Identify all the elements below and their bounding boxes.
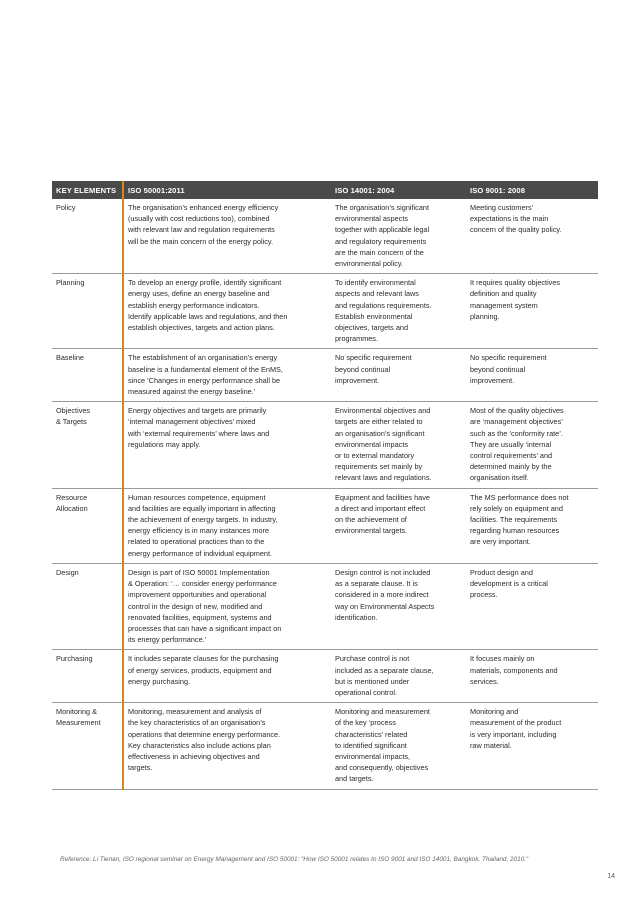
cell-line: programmes. (335, 334, 378, 344)
iso-50001-cell (123, 402, 331, 488)
cell-line: Identify applicable laws and regulations, and then (128, 311, 288, 321)
table-row (52, 199, 598, 274)
table-row (52, 488, 598, 563)
cell-line: energy efficiency is in many instances more (128, 526, 270, 536)
cell-line: identification. (335, 612, 378, 622)
cell-line: are the main concern of the (335, 247, 424, 257)
key-element-cell (52, 703, 123, 789)
cell-line: development is a critical (470, 579, 548, 589)
cell-line: and regulatory requirements (335, 236, 427, 246)
cell-line: Policy (56, 203, 76, 212)
cell-line: rely solely on equipment and (470, 503, 563, 513)
cell-line: with relevant law and regulation requirements (128, 225, 275, 235)
cell-line: Measurement (56, 718, 101, 728)
iso-50001-cell (123, 563, 331, 649)
cell-line: considered in a more indirect (335, 590, 429, 600)
cell-line: The MS performance does not (470, 492, 569, 502)
cell-line: objectives, targets and (335, 323, 409, 333)
iso-14001-cell (331, 402, 466, 488)
cell-line: process. (470, 590, 498, 600)
cell-line: ‘internal management objectives’ mixed (128, 417, 256, 427)
iso-14001-cell (331, 650, 466, 703)
cell-line: Human resources competence, equipment (128, 492, 266, 502)
header-key-elements: KEY ELEMENTS (52, 181, 123, 199)
cell-line: Most of the quality objectives (470, 406, 564, 416)
cell-line: control requirements’ and (470, 451, 553, 461)
cell-line: such as the ‘conformity rate’. (470, 428, 563, 438)
cell-line: measured against the energy baseline.’ (128, 387, 256, 397)
cell-line: a direct and important effect (335, 503, 426, 513)
iso-9001-cell (466, 563, 598, 649)
cell-line: requirements set mainly by (335, 462, 423, 472)
cell-line: effectiveness in achieving objectives and (128, 751, 260, 761)
cell-line: targets are either related to (335, 417, 423, 427)
cell-line: operational control. (335, 687, 398, 697)
cell-line: Resource (56, 492, 88, 502)
cell-line: beyond continual (470, 364, 526, 374)
cell-line: together with applicable legal (335, 225, 430, 235)
iso-14001-cell (331, 703, 466, 789)
cell-line: aspects and relevant laws (335, 289, 419, 299)
cell-line: Design is part of ISO 50001 Implementation (128, 567, 270, 577)
cell-line: as a separate clause. It is (335, 579, 418, 589)
cell-line: the key characteristics of an organisation’s (128, 718, 266, 728)
iso-14001-cell (331, 563, 466, 649)
cell-line: environmental impacts, (335, 751, 411, 761)
cell-line: energy performance of individual equipment. (128, 548, 272, 558)
cell-line: is very important, including (470, 729, 557, 739)
iso-14001-cell (331, 199, 466, 274)
iso-50001-cell (123, 650, 331, 703)
cell-line: & Targets (56, 417, 87, 427)
cell-line: of the key ‘process (335, 718, 396, 728)
cell-line: beyond continual (335, 364, 391, 374)
cell-line: are ‘management objectives’ (470, 417, 563, 427)
cell-line: They are usually ‘internal (470, 439, 552, 449)
cell-line: related to operational practices than to the (128, 537, 265, 547)
header-row (52, 181, 598, 199)
table-row (52, 402, 598, 488)
cell-line: No specific requirement (470, 353, 547, 363)
iso-14001-cell (331, 274, 466, 349)
cell-line: its energy performance.’ (128, 635, 207, 645)
cell-line: To identify environmental (335, 278, 416, 288)
cell-line: Energy objectives and targets are primarily (128, 406, 267, 416)
cell-line: Monitoring and (470, 707, 519, 717)
cell-line: and targets. (335, 774, 374, 784)
comparison-table (52, 181, 598, 790)
table-row (52, 703, 598, 789)
iso-9001-cell (466, 199, 598, 274)
cell-line: To develop an energy profile, identify significant (128, 278, 282, 288)
cell-line: organisation itself. (470, 473, 529, 483)
cell-line: services. (470, 676, 499, 686)
cell-line: raw material. (470, 740, 512, 750)
table-body (52, 199, 598, 789)
cell-line: (usually with cost reductions too), combined (128, 214, 270, 224)
iso-50001-cell (123, 199, 331, 274)
table-row (52, 563, 598, 649)
cell-line: renovated facilities, equipment, systems and (128, 612, 272, 622)
cell-line: baseline is a fundamental element of the EnMS, (128, 364, 283, 374)
table-row (52, 650, 598, 703)
cell-line: regarding human resources (470, 526, 560, 536)
cell-line: with ‘external requirements’ where laws and (128, 428, 270, 438)
cell-line: improvement opportunities and operational (128, 590, 267, 600)
cell-line: the achievement of energy targets. In industry, (128, 515, 278, 525)
cell-line: materials, components and (470, 665, 558, 675)
key-element-cell (52, 563, 123, 649)
header-iso-9001: ISO 9001: 2008 (466, 181, 598, 199)
table-header (52, 181, 598, 199)
cell-line: It requires quality objectives (470, 278, 561, 288)
iso-9001-cell (466, 274, 598, 349)
cell-line: Planning (56, 278, 85, 288)
cell-line: operations that determine energy performance. (128, 729, 281, 739)
cell-line: control in the design of new, modified and (128, 601, 263, 611)
cell-line: or to external mandatory (335, 451, 415, 461)
header-iso-14001: ISO 14001: 2004 (331, 181, 466, 199)
cell-line: It focuses mainly on (470, 654, 535, 664)
cell-line: Monitoring and measurement (335, 707, 430, 717)
cell-line: establish energy performance indicators. (128, 300, 260, 310)
cell-line: Meeting customers’ (470, 203, 534, 212)
key-element-cell (52, 488, 123, 563)
iso-50001-cell (123, 349, 331, 402)
cell-line: and consequently, objectives (335, 763, 429, 773)
cell-line: Objectives (56, 406, 91, 416)
cell-line: regulations may apply. (128, 439, 201, 449)
cell-line: way on Environmental Aspects (335, 601, 435, 611)
cell-line: processes that can have a significant impact on (128, 623, 282, 633)
cell-line: The organisation’s enhanced energy efficiency (128, 203, 279, 212)
table-row (52, 349, 598, 402)
iso-50001-cell (123, 488, 331, 563)
cell-line: Key characteristics also include actions plan (128, 740, 271, 750)
cell-line: energy purchasing. (128, 676, 191, 686)
cell-line: Establish environmental (335, 311, 413, 321)
cell-line: Monitoring & (56, 707, 97, 717)
key-element-cell (52, 199, 123, 274)
header-iso-50001: ISO 50001:2011 (123, 181, 331, 199)
key-element-cell (52, 274, 123, 349)
cell-line: & Operation: ‘… consider energy performance (128, 579, 277, 589)
iso-9001-cell (466, 650, 598, 703)
cell-line: are very important. (470, 537, 531, 547)
iso-9001-cell (466, 488, 598, 563)
cell-line: and facilities are equally important in affecting (128, 503, 276, 513)
key-element-cell (52, 402, 123, 488)
cell-line: Allocation (56, 503, 88, 513)
iso-50001-cell (123, 274, 331, 349)
cell-line: Monitoring, measurement and analysis of (128, 707, 262, 717)
cell-line: concern of the quality policy. (470, 225, 562, 235)
cell-line: management system (470, 300, 538, 310)
iso-14001-cell (331, 349, 466, 402)
cell-line: measurement of the product (470, 718, 562, 728)
iso-9001-cell (466, 402, 598, 488)
cell-line: energy uses, define an energy baseline and (128, 289, 270, 299)
cell-line: to identified significant (335, 740, 407, 750)
cell-line: establish objectives, targets and action plans. (128, 323, 275, 333)
cell-line: relevant laws and regulations. (335, 473, 432, 483)
table-row (52, 274, 598, 349)
page-number: 14 (607, 873, 615, 880)
cell-line: environmental targets. (335, 526, 408, 536)
cell-line: will be the main concern of the energy policy. (128, 236, 274, 246)
reference-note: Reference: Li Tienan, ISO regional seminar on Energy Management and ISO 50001: “How ISO 50001 relates to ISO 9001 and ISO 14001, Bangkok, Thailand, 2010.” (60, 856, 529, 863)
cell-line: characteristics’ related (335, 729, 408, 739)
iso-50001-cell (123, 703, 331, 789)
cell-line: since ‘Changes in energy performance shall be (128, 375, 281, 385)
cell-line: planning. (470, 311, 500, 321)
key-element-cell (52, 650, 123, 703)
cell-line: and regulations requirements. (335, 300, 432, 310)
iso-14001-cell (331, 488, 466, 563)
cell-line: facilities. The requirements (470, 515, 558, 525)
cell-line: The establishment of an organisation’s energy (128, 353, 278, 363)
key-element-cell (52, 349, 123, 402)
cell-line: environmental policy. (335, 259, 404, 269)
cell-line: Design (56, 567, 79, 577)
cell-line: included as a separate clause, (335, 665, 434, 675)
cell-line: an organisation’s significant (335, 428, 425, 438)
cell-line: determined mainly by the (470, 462, 552, 472)
cell-line: improvement. (335, 375, 380, 385)
cell-line: but is mentioned under (335, 676, 410, 686)
iso-9001-cell (466, 349, 598, 402)
cell-line: Equipment and facilities have (335, 492, 430, 502)
cell-line: of energy services, products, equipment and (128, 665, 272, 675)
cell-line: definition and quality (470, 289, 537, 299)
cell-line: It includes separate clauses for the purchasing (128, 654, 279, 664)
cell-line: Purchasing (56, 654, 93, 664)
cell-line: on the achievement of (335, 515, 407, 525)
iso-9001-cell (466, 703, 598, 789)
cell-line: Purchase control is not (335, 654, 410, 664)
cell-line: Design control is not included (335, 567, 431, 577)
cell-line: Product design and (470, 567, 533, 577)
cell-line: The organisation’s significant (335, 203, 429, 212)
cell-line: Environmental objectives and (335, 406, 431, 416)
cell-line: expectations is the main (470, 214, 549, 224)
cell-line: improvement. (470, 375, 515, 385)
cell-line: environmental impacts (335, 439, 409, 449)
cell-line: Baseline (56, 353, 84, 363)
cell-line: No specific requirement (335, 353, 412, 363)
cell-line: targets. (128, 763, 153, 773)
cell-line: environmental aspects (335, 214, 409, 224)
